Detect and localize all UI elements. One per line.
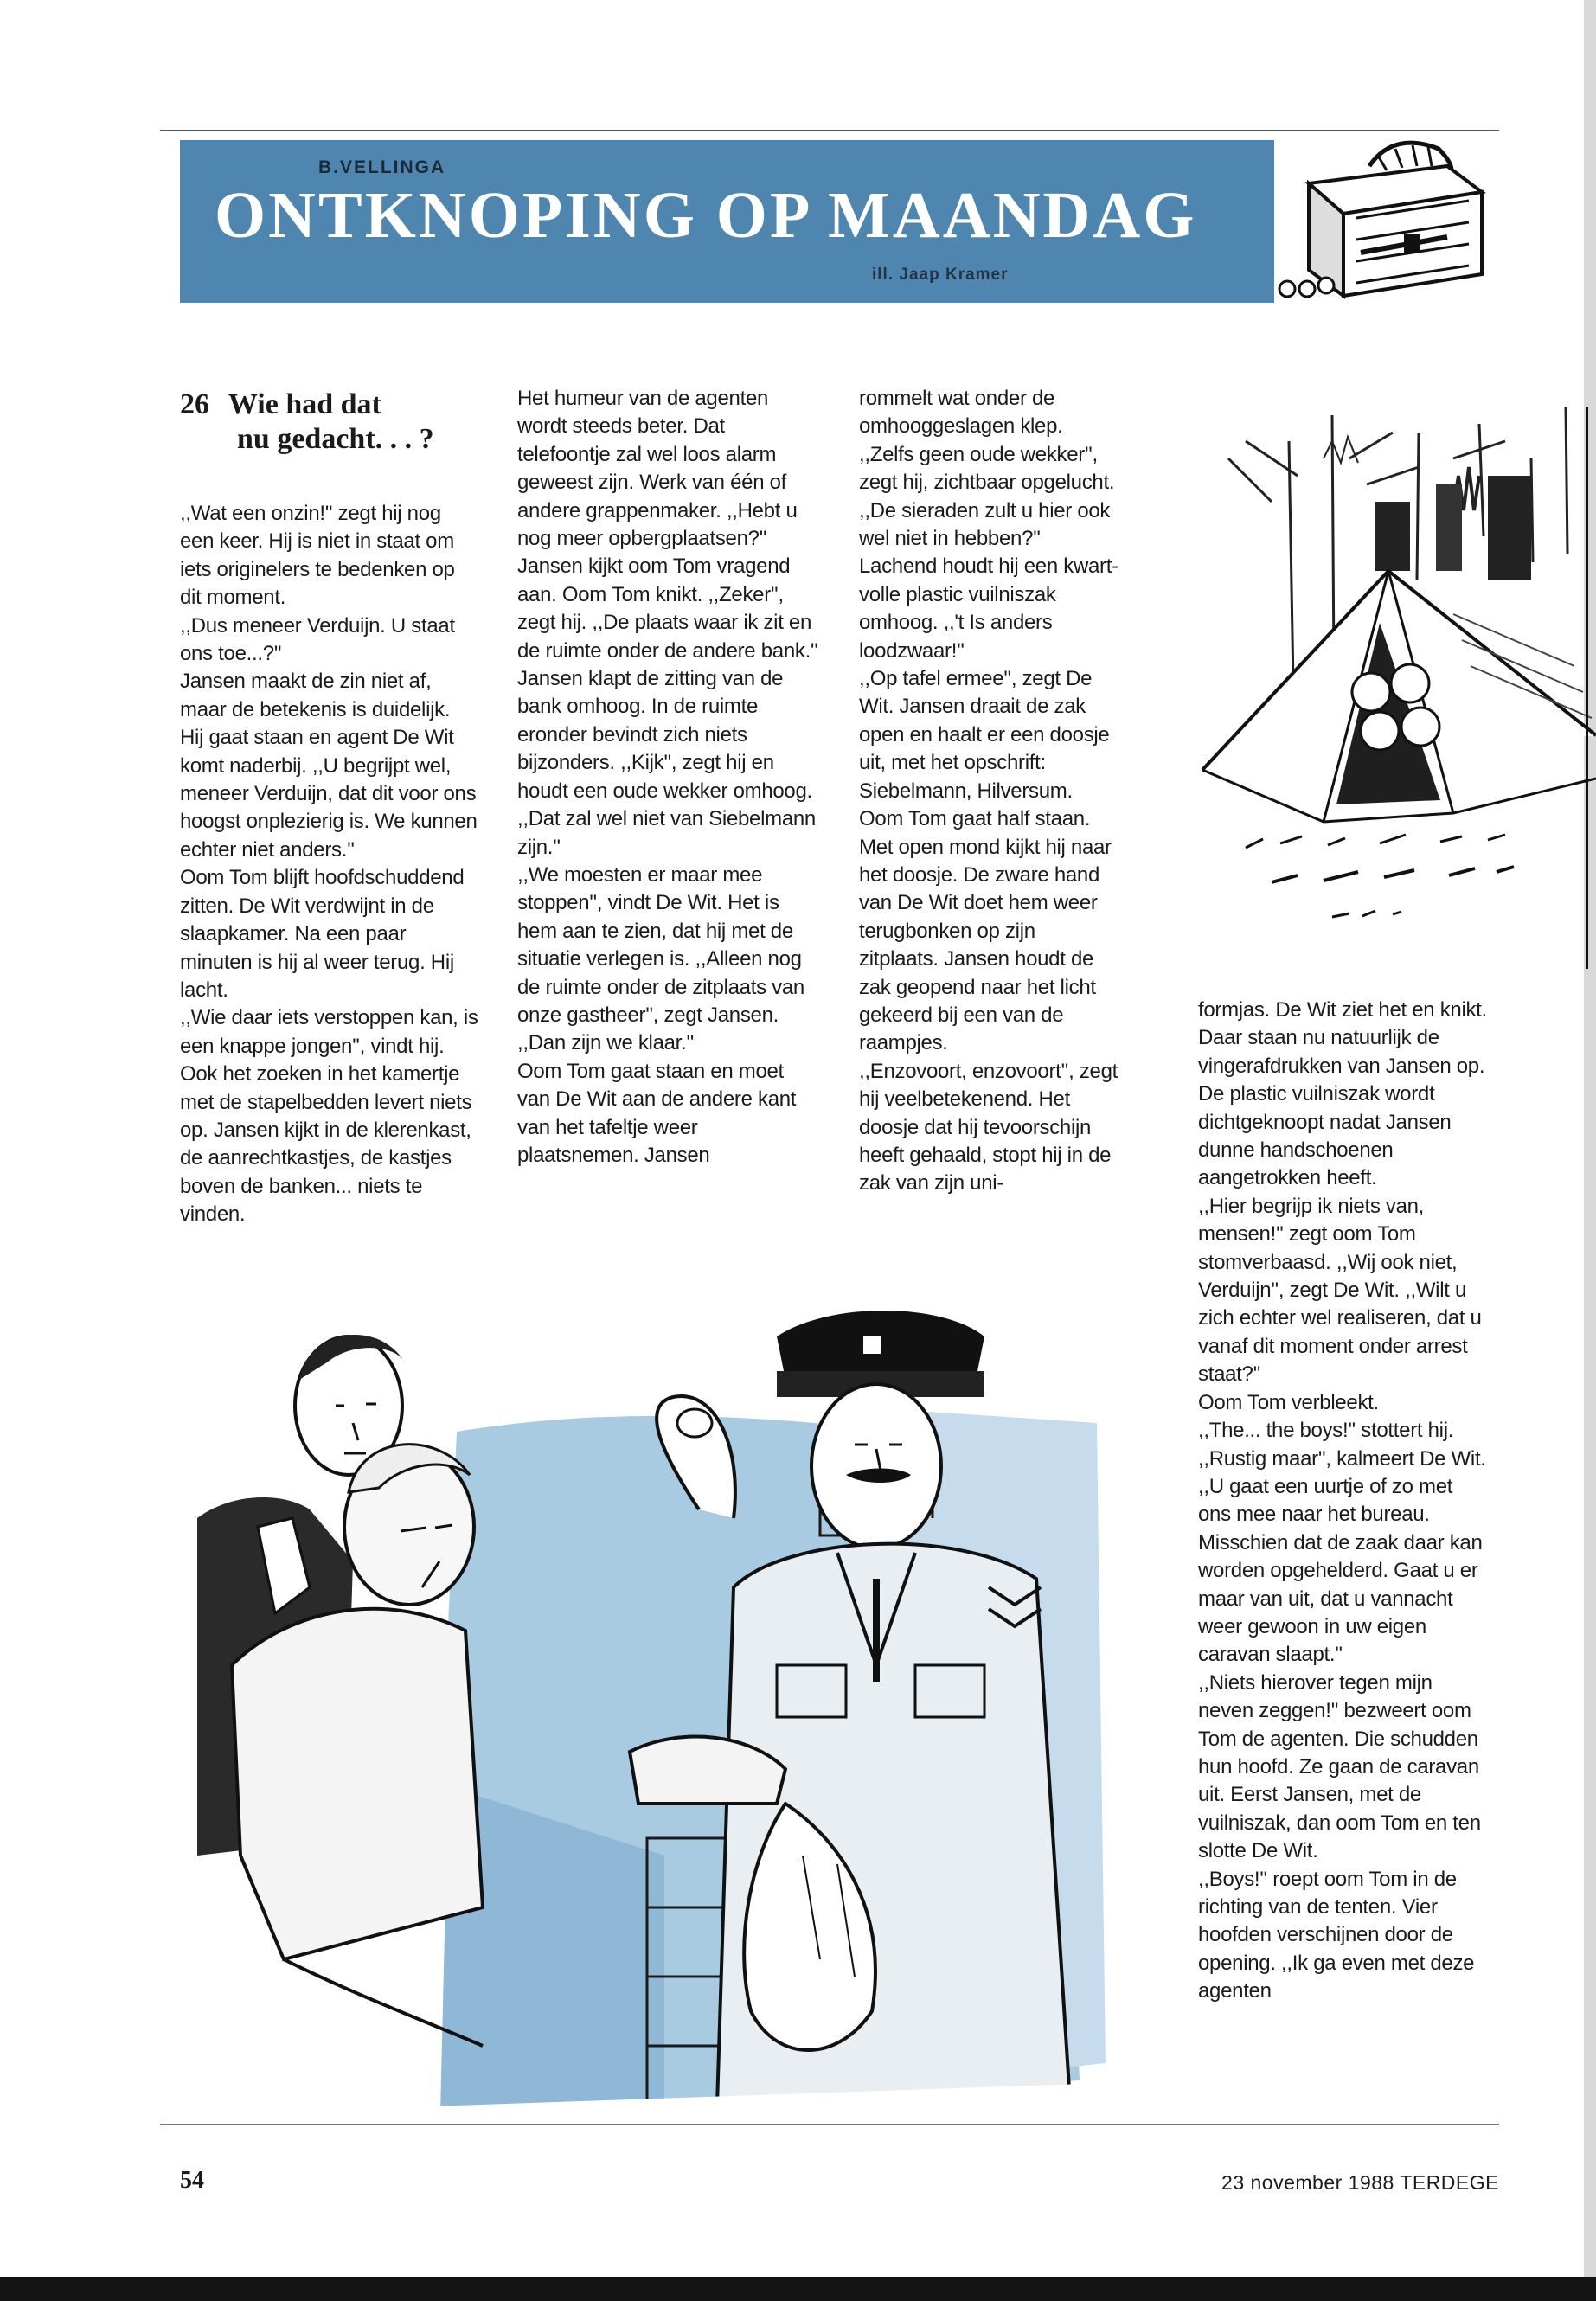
paragraph: ,,Enzovoort, enzovoort'', zegt hij veelbetekenend. Het doosje dat hij tevoorschijn heeft gehaald, stopt hij in de zak van zijn uni- xyxy=(859,1059,1118,1195)
page-edge xyxy=(1584,0,1596,2301)
chapter-title-line-1: Wie had dat xyxy=(228,388,381,420)
paragraph: ,,Niets hierover tegen mijn neven zeggen!'' bezweert oom Tom de agenten. Die schudden hun hoofd. Ze gaan de caravan uit. Eerst Jansen, met de vuilniszak, dan oom Tom en ten slotte De Wit. xyxy=(1198,1670,1481,1863)
illustrator-credit: ill. Jaap Kramer xyxy=(872,266,1009,284)
paragraph: ,,Op tafel ermee'', zegt De Wit. Jansen draait de zak open en haalt er een doosje uit, met het opschrift: Siebelmann, Hilversum. Oom Tom gaat half staan. Met open mond kijkt hij naar het doosje. De zware hand van De Wit doet hem weer terugbonken op zijn zitplaats. Jansen houdt de zak geopend naar het licht gekeerd bij een van de raampjes. xyxy=(859,667,1112,1055)
issue-dateline: 23 november 1988 TERDEGE xyxy=(1221,2171,1499,2194)
paragraph: Oom Tom blijft hoofdschuddend zitten. De Wit verdwijnt in de slaapkamer. Na een paar minuten is hij al weer terug. Hij lacht. xyxy=(180,866,465,1002)
text-column-4 xyxy=(1198,997,1490,2006)
text-column-1 xyxy=(180,500,478,1229)
chapter-heading xyxy=(180,388,478,457)
treasure-chest-icon xyxy=(1274,131,1499,304)
paragraph: ,,Hier begrijp ik niets van, mensen!'' zegt oom Tom stomverbaasd. ,,Wij ook niet, Verduijn'', zegt De Wit. ,,Wilt u zich echter wel realiseren, dat u vanaf dit moment onder arrest staat?'' xyxy=(1198,1194,1482,1387)
paragraph: formjas. De Wit ziet het en knikt. Daar staan nu natuurlijk de vingerafdrukken van Jansen op. De plastic vuilniszak wordt dichtgeknoopt nadat Jansen dunne handschoenen aangetrokken heeft. xyxy=(1198,998,1487,1190)
paragraph: ,,We moesten er maar mee stoppen'', vindt De Wit. Het is hem aan te zien, dat hij met de situatie verlegen is. ,,Alleen nog de ruimte onder de zitplaats van onze gastheer'', zegt Jansen. ,,Dan zijn we klaar.'' xyxy=(517,862,804,1055)
paragraph: Oom Tom verbleekt. xyxy=(1198,1390,1379,1414)
paragraph: Oom Tom gaat staan en moet van De Wit aan de andere kant van het tafeltje weer plaatsnemen. Jansen xyxy=(517,1059,797,1167)
paragraph: ,,Wie daar iets verstoppen kan, is een knappe jongen'', vindt hij. Ook het zoeken in het kamertje met de stapelbedden levert niets op. Jansen kijkt in de klerenkast, de aanrechtkastjes, de kastjes boven de banken... niets te vinden. xyxy=(180,1006,478,1227)
paragraph: ,,De sieraden zult u hier ook wel niet in hebben?'' Lachend houdt hij een kwart-volle plastic vuilniszak omhoog. ,,'t Is anders loodzwaar!'' xyxy=(859,498,1118,663)
paragraph: Het humeur van de agenten wordt steeds beter. Dat telefoontje zal wel loos alarm geweest zijn. Werk van één of andere grappenmaker. ,,Hebt u nog meer opbergplaatsen?'' Jansen kijkt oom Tom vragend aan. Oom Tom knikt. ,,Zeker'', zegt hij. ,,De plaats waar ik zit en de ruimte onder de andere bank.'' xyxy=(517,387,818,663)
paragraph: ,,Wat een onzin!'' zegt hij nog een keer. Hij is niet in staat om iets originelers te bedenken op dit moment. xyxy=(180,502,455,610)
text-column-2 xyxy=(517,385,822,1170)
chapter-title-line-2: nu gedacht. . . ? xyxy=(237,423,434,455)
paragraph: Jansen maakt de zin niet af, maar de betekenis is duidelijk. Hij gaat staan en agent De Wit komt naderbij. ,,U begrijpt wel, meneer Verduijn, dat dit voor ons hoogst onplezierig is. We kunnen echter niet anders.'' xyxy=(180,670,478,862)
police-scene-illustration xyxy=(180,1302,1188,2167)
title-banner xyxy=(180,140,1499,303)
paragraph: ,,Boys!'' roept oom Tom in de richting van de tenten. Vier hoofden verschijnen door de opening. ,,Ik ga even met deze agenten xyxy=(1198,1867,1475,2003)
camp-tent-illustration xyxy=(1194,407,1596,969)
paragraph: ,,The... the boys!'' stottert hij. ,,Rustig maar'', kalmeert De Wit. ,,U gaat een uurtje of zo met ons mee naar het bureau. Misschien dat de zaak daar kan worden opgehelderd. Gaat u er maar van uit, dat u vannacht weer gewoon in uw eigen caravan slaapt.'' xyxy=(1198,1419,1486,1667)
page-number: 54 xyxy=(180,2167,204,2194)
paragraph: rommelt wat onder de omhooggeslagen klep. ,,Zelfs geen oude wekker'', zegt hij, zichtbaar opgelucht. xyxy=(859,387,1115,495)
paragraph: Jansen klapt de zitting van de bank omhoog. In de ruimte eronder bevindt zich niets bijzonders. ,,Kijk'', zegt hij en houdt een oude wekker omhoog. ,,Dat zal wel niet van Siebelmann zijn.'' xyxy=(517,667,816,859)
author-name: B.VELLINGA xyxy=(318,157,446,177)
text-column-3 xyxy=(859,385,1118,1198)
scan-edge xyxy=(0,2277,1596,2301)
paragraph: ,,Dus meneer Verduijn. U staat ons toe...?'' xyxy=(180,613,455,666)
story-title: ONTKNOPING OP MAANDAG xyxy=(215,179,1197,252)
chapter-number: 26 xyxy=(180,388,209,420)
bottom-rule xyxy=(160,2124,1499,2125)
